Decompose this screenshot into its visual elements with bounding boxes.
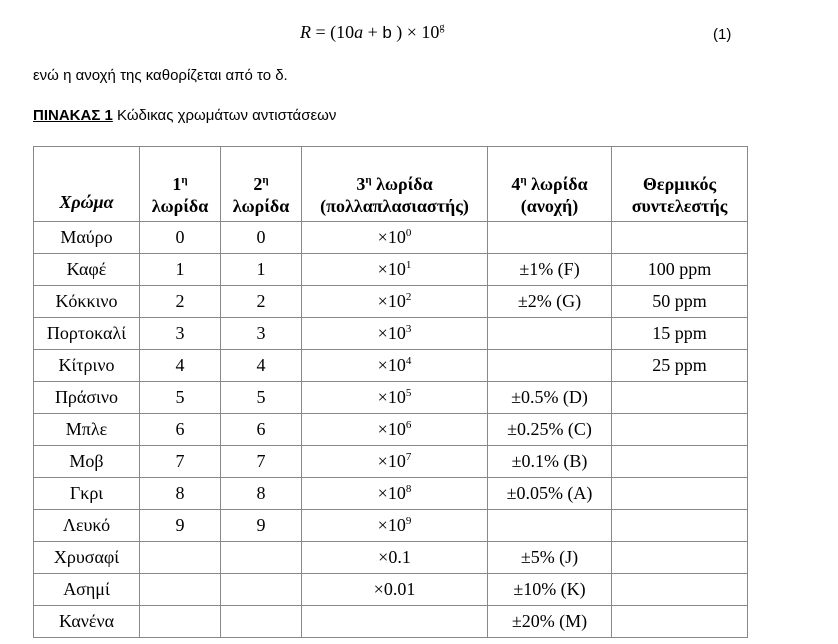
header-band-1 <box>140 147 221 222</box>
cell-multiplier <box>302 542 488 574</box>
header-band-4 <box>488 147 612 222</box>
cell-band-1: 6 <box>140 414 221 446</box>
cell-tolerance <box>488 350 612 382</box>
cell-band-1 <box>140 542 221 574</box>
cell-band-1: 1 <box>140 254 221 286</box>
cell-tolerance: ±5% (J) <box>488 542 612 574</box>
cell-band-2: 6 <box>221 414 302 446</box>
cell-band-2 <box>221 606 302 638</box>
header-band-4-word: λωρίδα <box>526 174 588 194</box>
cell-thermal <box>612 478 748 510</box>
cell-color: Καφέ <box>34 254 140 286</box>
header-thermal-line2: συντελεστής <box>631 196 728 216</box>
table-row <box>34 254 748 286</box>
cell-band-2: 9 <box>221 510 302 542</box>
cell-band-1 <box>140 574 221 606</box>
cell-thermal <box>612 414 748 446</box>
header-band-3-num: 3 <box>356 174 366 194</box>
header-band-3-word: λωρίδα <box>371 174 433 194</box>
cell-band-2 <box>221 574 302 606</box>
cell-multiplier <box>302 286 488 318</box>
cell-thermal <box>612 382 748 414</box>
cell-band-1 <box>140 606 221 638</box>
cell-thermal <box>612 606 748 638</box>
cell-band-2: 4 <box>221 350 302 382</box>
multiplier-base: ×0.01 <box>373 579 416 599</box>
cell-band-2: 7 <box>221 446 302 478</box>
table-header-row <box>34 147 748 222</box>
cell-thermal: 25 ppm <box>612 350 748 382</box>
multiplier-base: ×10 <box>377 291 406 311</box>
cell-color: Μαύρο <box>34 222 140 254</box>
cell-color: Πράσινο <box>34 382 140 414</box>
multiplier-exponent: 1 <box>405 259 412 271</box>
cell-multiplier <box>302 510 488 542</box>
cell-thermal: 100 ppm <box>612 254 748 286</box>
header-band-1-num: 1 <box>172 174 182 194</box>
cell-multiplier <box>302 414 488 446</box>
cell-tolerance: ±20% (M) <box>488 606 612 638</box>
header-thermal-line1: Θερμικός <box>642 174 717 194</box>
cell-color: Χρυσαφί <box>34 542 140 574</box>
multiplier-base: ×0.1 <box>378 547 411 567</box>
table-row <box>34 382 748 414</box>
cell-color: Πορτοκαλί <box>34 318 140 350</box>
table-row <box>34 286 748 318</box>
cell-band-1: 4 <box>140 350 221 382</box>
cell-multiplier <box>302 382 488 414</box>
cell-thermal <box>612 222 748 254</box>
cell-color: Κίτρινο <box>34 350 140 382</box>
table-body <box>34 222 748 638</box>
cell-multiplier <box>302 350 488 382</box>
cell-band-1: 2 <box>140 286 221 318</box>
cell-band-2: 8 <box>221 478 302 510</box>
cell-thermal <box>612 574 748 606</box>
cell-band-2: 2 <box>221 286 302 318</box>
table-row <box>34 478 748 510</box>
header-band-4-num: 4 <box>511 174 521 194</box>
header-band-1-sup: η <box>181 174 188 186</box>
cell-tolerance <box>488 318 612 350</box>
cell-color: Ασημί <box>34 574 140 606</box>
header-thermal <box>612 147 748 222</box>
equation-exponent: g <box>439 22 445 33</box>
equation-b: b <box>382 23 392 42</box>
cell-color: Μπλε <box>34 414 140 446</box>
cell-tolerance: ±2% (G) <box>488 286 612 318</box>
equation-plus: + <box>363 22 383 42</box>
cell-band-1: 7 <box>140 446 221 478</box>
multiplier-exponent: 8 <box>405 483 412 495</box>
equation-part: = (10 <box>311 22 355 42</box>
caption-label: ΠΙΝΑΚΑΣ 1 <box>33 107 113 124</box>
cell-color: Κόκκινο <box>34 286 140 318</box>
cell-band-1: 3 <box>140 318 221 350</box>
table-row <box>34 446 748 478</box>
multiplier-exponent: 6 <box>405 419 412 431</box>
header-band-3-sub: (πολλαπλασιαστής) <box>320 196 469 216</box>
header-band-2-sup: η <box>262 174 269 186</box>
multiplier-base: ×10 <box>377 355 406 375</box>
cell-band-1: 9 <box>140 510 221 542</box>
cell-tolerance: ±0.5% (D) <box>488 382 612 414</box>
cell-band-2: 5 <box>221 382 302 414</box>
multiplier-base: ×10 <box>377 387 406 407</box>
table-row <box>34 414 748 446</box>
header-band-3 <box>302 147 488 222</box>
multiplier-exponent: 3 <box>405 323 412 335</box>
multiplier-exponent: 0 <box>405 227 412 239</box>
equation-part-2: ) × 10 <box>391 22 440 42</box>
header-band-3-sup: η <box>365 174 372 186</box>
cell-multiplier <box>302 318 488 350</box>
multiplier-base: ×10 <box>377 227 406 247</box>
caption-text: Κώδικας χρωμάτων αντιστάσεων <box>112 107 337 124</box>
cell-multiplier <box>302 478 488 510</box>
header-band-1-word: λωρίδα <box>151 196 209 216</box>
cell-color: Κανένα <box>34 606 140 638</box>
cell-band-1: 5 <box>140 382 221 414</box>
table-caption <box>33 107 336 124</box>
table-row <box>34 574 748 606</box>
cell-color: Μοβ <box>34 446 140 478</box>
cell-thermal: 50 ppm <box>612 286 748 318</box>
equation-number: (1) <box>713 26 732 43</box>
cell-tolerance: ±1% (F) <box>488 254 612 286</box>
cell-band-1: 0 <box>140 222 221 254</box>
cell-band-1: 8 <box>140 478 221 510</box>
multiplier-exponent: 4 <box>405 355 412 367</box>
cell-thermal <box>612 542 748 574</box>
multiplier-base: ×10 <box>377 419 406 439</box>
equation <box>300 22 444 43</box>
paragraph-text: ενώ η ανοχή της καθορίζεται από το δ. <box>33 67 288 84</box>
multiplier-base: ×10 <box>377 259 406 279</box>
cell-color: Γκρι <box>34 478 140 510</box>
cell-thermal <box>612 446 748 478</box>
multiplier-exponent: 2 <box>405 291 412 303</box>
cell-multiplier <box>302 254 488 286</box>
header-band-2-num: 2 <box>253 174 263 194</box>
cell-tolerance: ±0.1% (B) <box>488 446 612 478</box>
header-color: Χρώμα <box>34 147 140 222</box>
multiplier-base: ×10 <box>377 323 406 343</box>
cell-multiplier <box>302 606 488 638</box>
cell-multiplier <box>302 446 488 478</box>
header-band-4-sup: η <box>520 174 527 186</box>
cell-thermal <box>612 510 748 542</box>
table-row <box>34 222 748 254</box>
multiplier-base: ×10 <box>377 515 406 535</box>
table-row <box>34 542 748 574</box>
multiplier-exponent: 7 <box>405 451 412 463</box>
table-row <box>34 510 748 542</box>
cell-band-2: 1 <box>221 254 302 286</box>
cell-tolerance: ±0.25% (C) <box>488 414 612 446</box>
cell-color: Λευκό <box>34 510 140 542</box>
header-band-2-word: λωρίδα <box>232 196 290 216</box>
cell-multiplier <box>302 574 488 606</box>
multiplier-base: ×10 <box>377 483 406 503</box>
multiplier-exponent: 5 <box>405 387 412 399</box>
table-row <box>34 350 748 382</box>
cell-tolerance: ±0.05% (A) <box>488 478 612 510</box>
equation-r: R <box>300 22 311 42</box>
cell-tolerance <box>488 510 612 542</box>
cell-band-2 <box>221 542 302 574</box>
cell-band-2: 0 <box>221 222 302 254</box>
cell-band-2: 3 <box>221 318 302 350</box>
header-band-4-sub: (ανοχή) <box>520 196 579 216</box>
color-code-table <box>33 146 748 638</box>
header-band-2 <box>221 147 302 222</box>
cell-thermal: 15 ppm <box>612 318 748 350</box>
cell-tolerance <box>488 222 612 254</box>
cell-multiplier <box>302 222 488 254</box>
cell-tolerance: ±10% (K) <box>488 574 612 606</box>
equation-a: a <box>354 22 364 42</box>
table-row <box>34 318 748 350</box>
table-row <box>34 606 748 638</box>
multiplier-exponent: 9 <box>405 515 412 527</box>
multiplier-base: ×10 <box>377 451 406 471</box>
